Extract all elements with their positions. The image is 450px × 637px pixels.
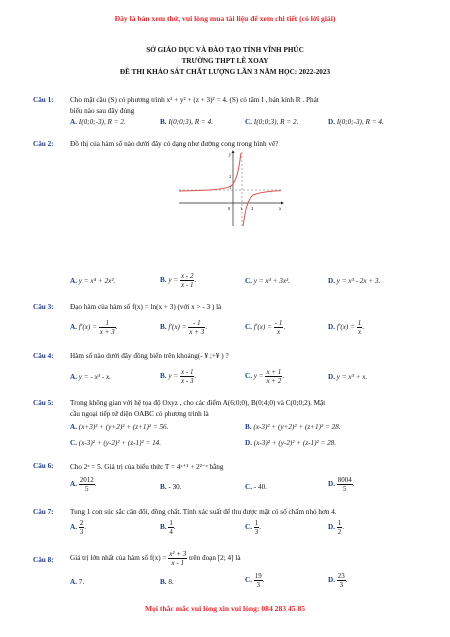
option-key: C. (245, 118, 252, 126)
question-label: Câu 7: (33, 508, 54, 516)
question-label: Câu 4: (33, 352, 54, 360)
option-c[interactable]: C. y = $\frac{x + 1}{x + 2}$ . (245, 368, 285, 385)
option-text: (x+3)² + (y+2)² + (z+1)² = 56. (78, 423, 169, 431)
option-key: B. (160, 372, 167, 381)
option-text: y = x⁴ + 2x². (78, 277, 116, 285)
option-prefix: f'(x) = (336, 323, 355, 332)
option-d[interactable]: D. f'(x) = $\frac{1}{x}$ . (328, 319, 365, 336)
option-text: y = x³ + 3x². (253, 277, 290, 285)
option-d[interactable] (328, 118, 384, 126)
option-key: D. (245, 439, 252, 447)
option-key: A. (70, 323, 77, 332)
option-key: C. (70, 439, 77, 447)
option-fraction: $\frac{x - 2}{x - 1}$ (181, 272, 194, 289)
y-tick-1: 1 (229, 185, 232, 190)
option-prefix: f'(x) = (78, 323, 97, 332)
option-a[interactable] (70, 373, 111, 381)
question-label: Câu 6: (33, 462, 54, 470)
option-fraction: $\frac{1}{2}$ (337, 519, 342, 536)
option-text: (x-3)² + (y-2)² + (z-1)² = 28. (253, 439, 337, 447)
option-key: A. (70, 373, 77, 381)
option-key: B. (160, 578, 167, 586)
question-text (70, 550, 241, 567)
option-d[interactable] (245, 439, 336, 447)
option-key: A. (70, 480, 77, 489)
option-fraction: $\frac{23}{3}$ (337, 572, 345, 589)
option-c[interactable]: C. f'(x) = $\frac{- 1}{x}$ . (245, 319, 286, 336)
option-b[interactable] (160, 483, 182, 491)
question-text: Tung 1 con súc sắc cân đối, đồng chất. Tính xác suất để thu được mặt có số chấm nhỏ hơn 4. (70, 508, 337, 516)
option-b[interactable]: B. f'(x) = $\frac{- 1}{x + 3}$ . (160, 319, 207, 336)
option-key: C. (245, 372, 252, 381)
question-label: Câu 8: (33, 556, 54, 564)
question-text: biểu nào sau đây đúng (70, 107, 135, 115)
option-prefix: f'(x) = (168, 323, 187, 332)
option-a[interactable] (70, 118, 126, 126)
option-key: A. (70, 118, 77, 126)
option-c[interactable] (245, 277, 290, 285)
option-text: y = x³ - 2x + 3. (336, 277, 381, 285)
option-fraction: $\frac{8004}{5}$ (337, 476, 352, 493)
y-tick-2: 2 (229, 174, 232, 179)
question-text: cầu ngoại tiếp tứ diện OABC có phương trình là (70, 410, 209, 418)
option-fraction: $\frac{1}{x}$ (357, 319, 362, 336)
option-fraction: $\frac{- 1}{x + 3}$ (189, 319, 205, 336)
option-fraction: $\frac{1}{x + 3}$ (99, 319, 115, 336)
option-key: C. (245, 323, 252, 332)
school-title: TRƯỜNG THPT LÊ XOAY (181, 57, 269, 65)
option-prefix: y = (168, 372, 179, 381)
option-a[interactable] (70, 277, 115, 285)
y-axis-label: y (229, 153, 232, 158)
x-axis-label: x (279, 207, 282, 212)
option-text: - 40. (253, 483, 267, 491)
preview-banner: Đây là bản xem thử, vui lòng mua tài liệu để xem chi tiết (có lời giải) (114, 14, 336, 23)
option-d[interactable]: D. $\frac{8004}{5}$ . (328, 476, 355, 493)
option-b[interactable] (160, 118, 213, 126)
option-fraction: $\frac{19}{3}$ (254, 572, 262, 589)
option-key: B. (160, 523, 167, 532)
curve-left-branch (179, 153, 241, 191)
exam-title: ĐỀ THI KHẢO SÁT CHẤT LƯỢNG LẦN 3 NĂM HỌC: 2022-2023 (119, 68, 331, 76)
option-c[interactable]: C. $\frac{19}{3}$ . (245, 572, 265, 589)
option-d[interactable] (328, 373, 367, 381)
option-key: B. (245, 423, 252, 431)
option-key: B. (160, 276, 167, 285)
option-key: D. (328, 523, 335, 532)
option-c[interactable] (245, 483, 267, 491)
option-key: C. (245, 576, 252, 585)
option-prefix: f'(x) = (253, 323, 272, 332)
question-text: Cho 2ˣ = 5. Giá trị của biểu thức T = 4ˣ⁺¹ + 2²⁻ˣ bằng (70, 463, 224, 471)
curve-right-branch (243, 191, 281, 226)
option-text: I(0;0;3), R = 4. (168, 118, 213, 126)
option-text: I(0;0;3), R = 2. (253, 118, 299, 126)
option-a[interactable]: A. $\frac{2012}{5}$ . (70, 476, 97, 493)
x-tick-1: 1 (240, 206, 243, 211)
department-title: SỞ GIÁO DỤC VÀ ĐÀO TẠO TỈNH VĨNH PHÚC (146, 46, 304, 54)
option-b[interactable] (245, 423, 341, 431)
question-fraction: $\frac{\text{x² + 3}}{x - 1}$ (169, 550, 187, 567)
option-a[interactable] (70, 578, 84, 586)
option-text: I(0;0;-3), R = 2. (78, 118, 126, 126)
option-fraction: $\frac{x + 1}{x + 2}$ (266, 368, 282, 385)
option-key: C. (245, 523, 252, 532)
option-c[interactable]: C. $\frac{1}{3}$ . (245, 519, 262, 536)
option-fraction: $\frac{1}{4}$ (169, 519, 173, 536)
question-text: Đạo hàm của hàm số f(x) = ln(x + 3) (với x > - 3 ) là (70, 303, 222, 311)
option-key: B. (160, 323, 167, 332)
option-a[interactable]: A. $\frac{2}{3}$ . (70, 519, 87, 536)
question-label: Câu 5: (33, 399, 54, 407)
option-text: (x-3)² + (y-2)² + (z-1)² = 14. (78, 439, 162, 447)
y-axis-arrow (232, 150, 235, 153)
option-fraction: $\frac{- 1}{x}$ (274, 319, 283, 336)
option-key: B. (160, 483, 167, 491)
contact-footer: Mọi thắc mắc vui lòng xin vui lòng: 084 283 45 85 (144, 604, 306, 613)
option-text: 7. (78, 578, 85, 586)
option-fraction: $\frac{2012}{5}$ (79, 476, 94, 493)
option-d[interactable]: D. $\frac{23}{3}$ . (328, 572, 348, 589)
question-label: Câu 2: (33, 140, 54, 148)
question-text: Hàm số nào dưới đây đồng biến trên khoảng(- ¥ ;+¥ ) ? (70, 352, 229, 360)
option-key: D. (328, 480, 335, 489)
option-key: C. (245, 483, 252, 491)
option-key: B. (160, 118, 167, 126)
option-key: A. (70, 423, 77, 431)
option-prefix: y = (253, 372, 264, 381)
option-text: y = x³ + x. (336, 373, 368, 381)
origin-label: 0 (228, 206, 231, 211)
x-axis-arrow (281, 202, 284, 205)
option-b[interactable]: B. y = $\frac{x - 2}{x - 1}$ . (160, 272, 197, 289)
question-label: Câu 3: (33, 303, 54, 311)
question-text: Trong không gian với hệ tọa độ Oxyz , cho các điểm A(6;0;0), B(0;4;0) và C(0;0;2). Mặt (70, 399, 326, 407)
option-key: D. (328, 277, 335, 285)
option-key: D. (328, 576, 335, 585)
question-suffix: trên đoạn [2; 4] là (189, 554, 241, 563)
option-fraction: $\frac{x - 1}{x - 3}$ (181, 368, 194, 385)
option-key: D. (328, 118, 335, 126)
option-text: - 30. (168, 483, 182, 491)
option-b[interactable]: B. $\frac{1}{4}$ . (160, 519, 176, 536)
option-key: D. (328, 323, 335, 332)
option-text: I(0;0;-3), R = 4. (336, 118, 384, 126)
option-a[interactable] (70, 423, 168, 431)
function-graph (175, 148, 285, 228)
option-d[interactable]: D. $\frac{1}{2}$ . (328, 519, 345, 536)
question-text: Đồ thị của hàm số nào dưới đây có dạng như đường cong trong hình vẽ? (70, 140, 279, 148)
option-d[interactable] (328, 277, 380, 285)
option-text: 8. (168, 578, 174, 586)
option-c[interactable] (245, 118, 298, 126)
x-tick-2: 2 (251, 206, 254, 211)
option-a[interactable]: A. f'(x) = $\frac{1}{x + 3}$ . (70, 319, 118, 336)
option-key: A. (70, 578, 77, 586)
option-fraction: $\frac{1}{3}$ (254, 519, 259, 536)
option-key: D. (328, 373, 335, 381)
option-fraction: $\frac{2}{3}$ (79, 519, 84, 536)
option-b[interactable] (160, 578, 174, 586)
option-key: C. (245, 277, 252, 285)
option-text: y = - x³ - x. (78, 373, 111, 381)
question-prefix: Giá trị lớn nhất của hàm số f(x) = (70, 554, 167, 563)
option-key: A. (70, 277, 77, 285)
option-c[interactable] (70, 439, 161, 447)
question-text: Cho mặt cầu (S) có phương trình x² + y² + (z + 3)² = 4. (S) có tâm I , bán kính R . Phát (70, 96, 319, 104)
question-label: Câu 1: (33, 96, 54, 104)
option-b[interactable]: B. y = $\frac{x - 1}{x - 3}$ . (160, 368, 197, 385)
option-text: (x-3)² + (y+2)² + (z+1)² = 28. (253, 423, 341, 431)
option-key: A. (70, 523, 77, 532)
